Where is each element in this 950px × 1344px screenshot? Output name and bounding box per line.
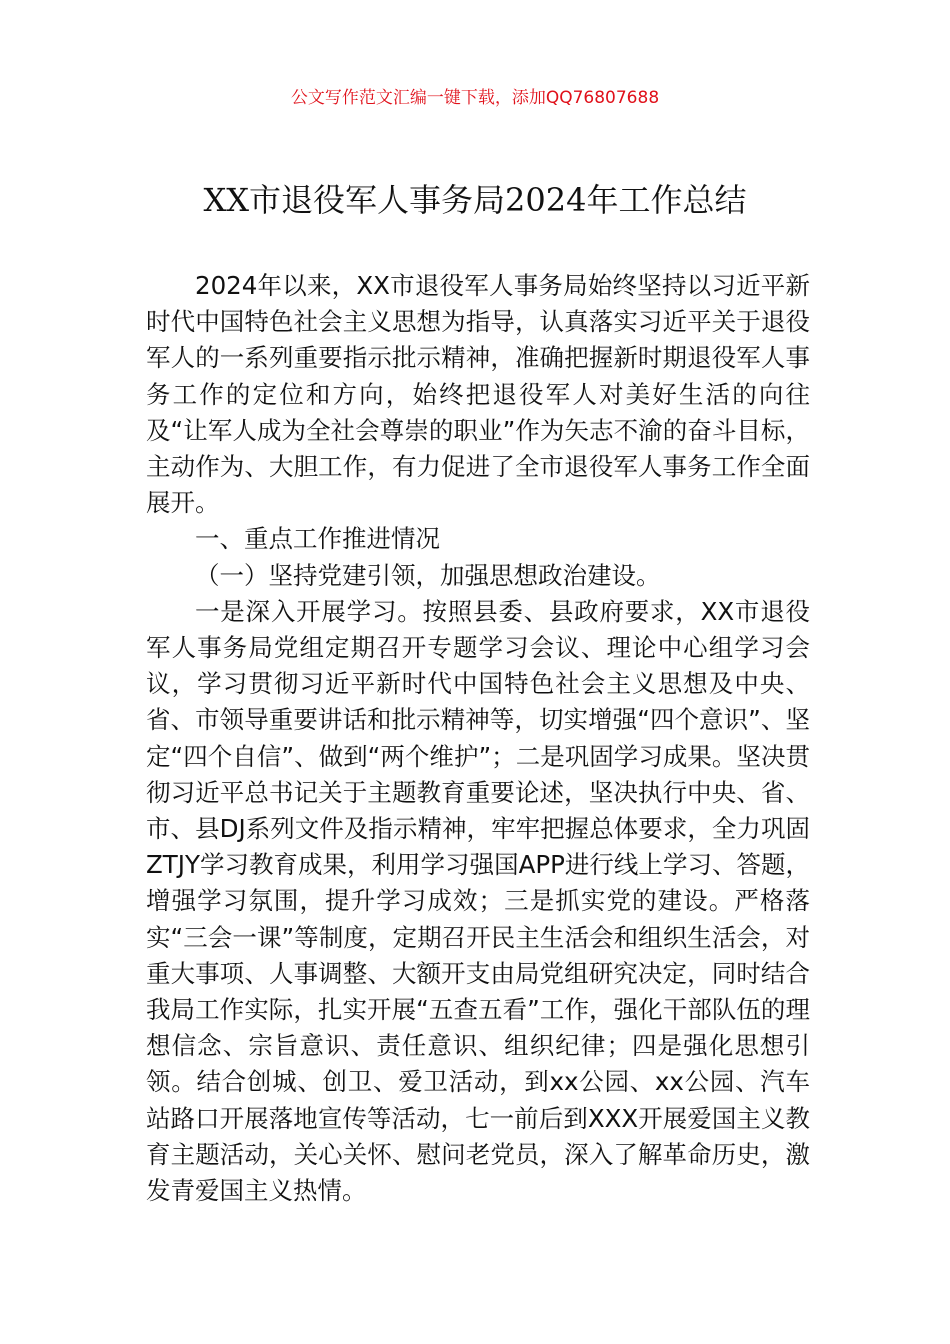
subsection-heading: （一）坚持党建引领，加强思想政治建设。 (195, 560, 661, 590)
promo-banner: 公文写作范文汇编一键下载，添加QQ76807688 (290, 88, 660, 108)
document-title: XX市退役军人事务局2024年工作总结 (203, 181, 747, 219)
intro-paragraph: 2024年以来，XX市退役军人事务局始终坚持以习近平新时代中国特色社会主义思想为指导，认真落实习近平关于退役军人的一系列重要指示批示精神，准确把握新时期退役军人事务工作的定位和方向，始终把退役军人对美好生活的向往及“让军人成为全社会尊崇的职业”作为矢志不渝的奋斗目标，主动作为、大胆工作，有力促进了全市退役军人事务工作全面展开。 (146, 271, 810, 518)
document-body (146, 268, 810, 1209)
body-paragraph: 一是深入开展学习。按照县委、县政府要求，XX市退役军人事务局党组定期召开专题学习会议、理论中心组学习会议，学习贯彻习近平新时代中国特色社会主义思想及中央、省、市领导重要讲话和批示精神等，切实增强“四个意识”、坚定“四个自信”、做到“两个维护”；二是巩固学习成果。坚决贯彻习近平总书记关于主题教育重要论述，坚决执行中央、省、市、县DJ系列文件及指示精神，牢牢把握总体要求，全力巩固ZTJY学习教育成果，利用学习强国APP进行线上学习、答题，增强学习氛围，提升学习成效；三是抓实党的建设。严格落实“三会一课”等制度，定期召开民主生活会和组织生活会，对重大事项、人事调整、大额开支由局党组研究决定，同时结合我局工作实际，扎实开展“五查五看”工作，强化干部队伍的理想信念、宗旨意识、责任意识、组织纪律；四是强化思想引领。结合创城、创卫、爱卫活动，到xx公园、xx公园、汽车站路口开展落地宣传等活动，七一前后到XXX开展爱国主义教育主题活动，关心关怀、慰问老党员，深入了解革命历史，激发青爱国主义热情。 (146, 596, 810, 1206)
section-heading: 一、重点工作推进情况 (195, 524, 440, 554)
